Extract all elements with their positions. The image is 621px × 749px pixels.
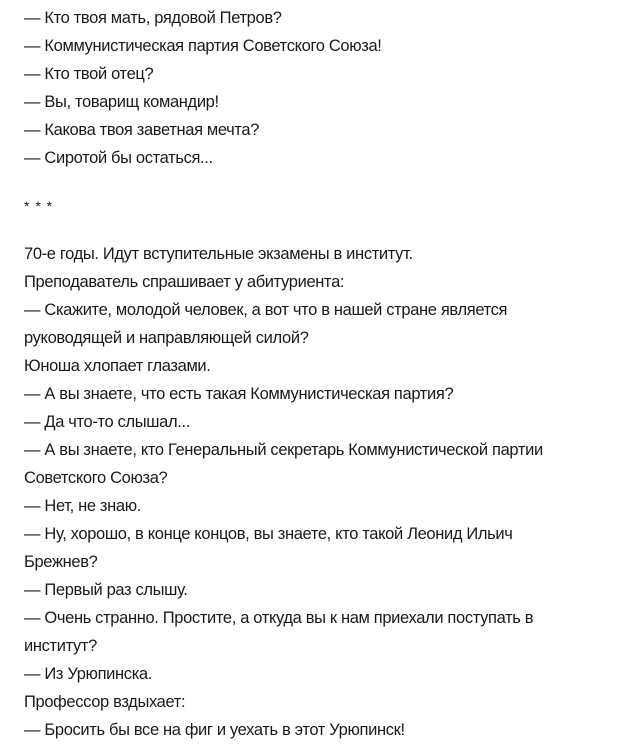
text-line: Юноша хлопает глазами. — [24, 357, 211, 375]
text-line: Советского Союза? — [24, 469, 168, 487]
text-line: — Какова твоя заветная мечта? — [24, 121, 260, 139]
text-line: — Ну, хорошо, в конце концов, вы знаете, кто такой Леонид Ильич — [24, 525, 513, 543]
text-line: — Первый раз слышу. — [24, 581, 188, 599]
text-line: — Кто твой отец? — [24, 65, 154, 83]
text-line: — А вы знаете, что есть такая Коммунистическая партия? — [24, 385, 454, 403]
text-line: — Нет, не знаю. — [24, 497, 141, 515]
text-line: Брежнев? — [24, 553, 98, 571]
text-line: — Кто твоя мать, рядовой Петров? — [24, 9, 282, 27]
text-line: — Из Урюпинска. — [24, 665, 152, 683]
article-body — [24, 4, 604, 744]
text-line: — Да что-то слышал... — [24, 413, 190, 431]
joke-paragraph-2 — [24, 240, 604, 744]
text-line: руководящей и направляющей силой? — [24, 329, 309, 347]
text-line: Профессор вздыхает: — [24, 693, 186, 711]
text-line: — Очень странно. Простите, а откуда вы к нам приехали поступать в — [24, 609, 534, 627]
text-line: — Скажите, молодой человек, а вот что в нашей стране является — [24, 301, 508, 319]
text-line: 70-е годы. Идут вступительные экзамены в институт. — [24, 245, 413, 263]
separator-asterisks: * * * — [24, 198, 54, 214]
text-line: — Коммунистическая партия Советского Союза! — [24, 37, 382, 55]
text-line: Преподаватель спрашивает у абитуриента: — [24, 273, 345, 291]
text-line: — Бросить бы все на фиг и уехать в этот Урюпинск! — [24, 721, 405, 739]
text-line: — Вы, товарищ командир! — [24, 93, 219, 111]
text-line: — Сиротой бы остаться... — [24, 149, 213, 167]
text-line: институт? — [24, 637, 97, 655]
text-line: — А вы знаете, кто Генеральный секретарь Коммунистической партии — [24, 441, 543, 459]
section-separator — [24, 192, 604, 220]
joke-paragraph-1 — [24, 4, 604, 172]
